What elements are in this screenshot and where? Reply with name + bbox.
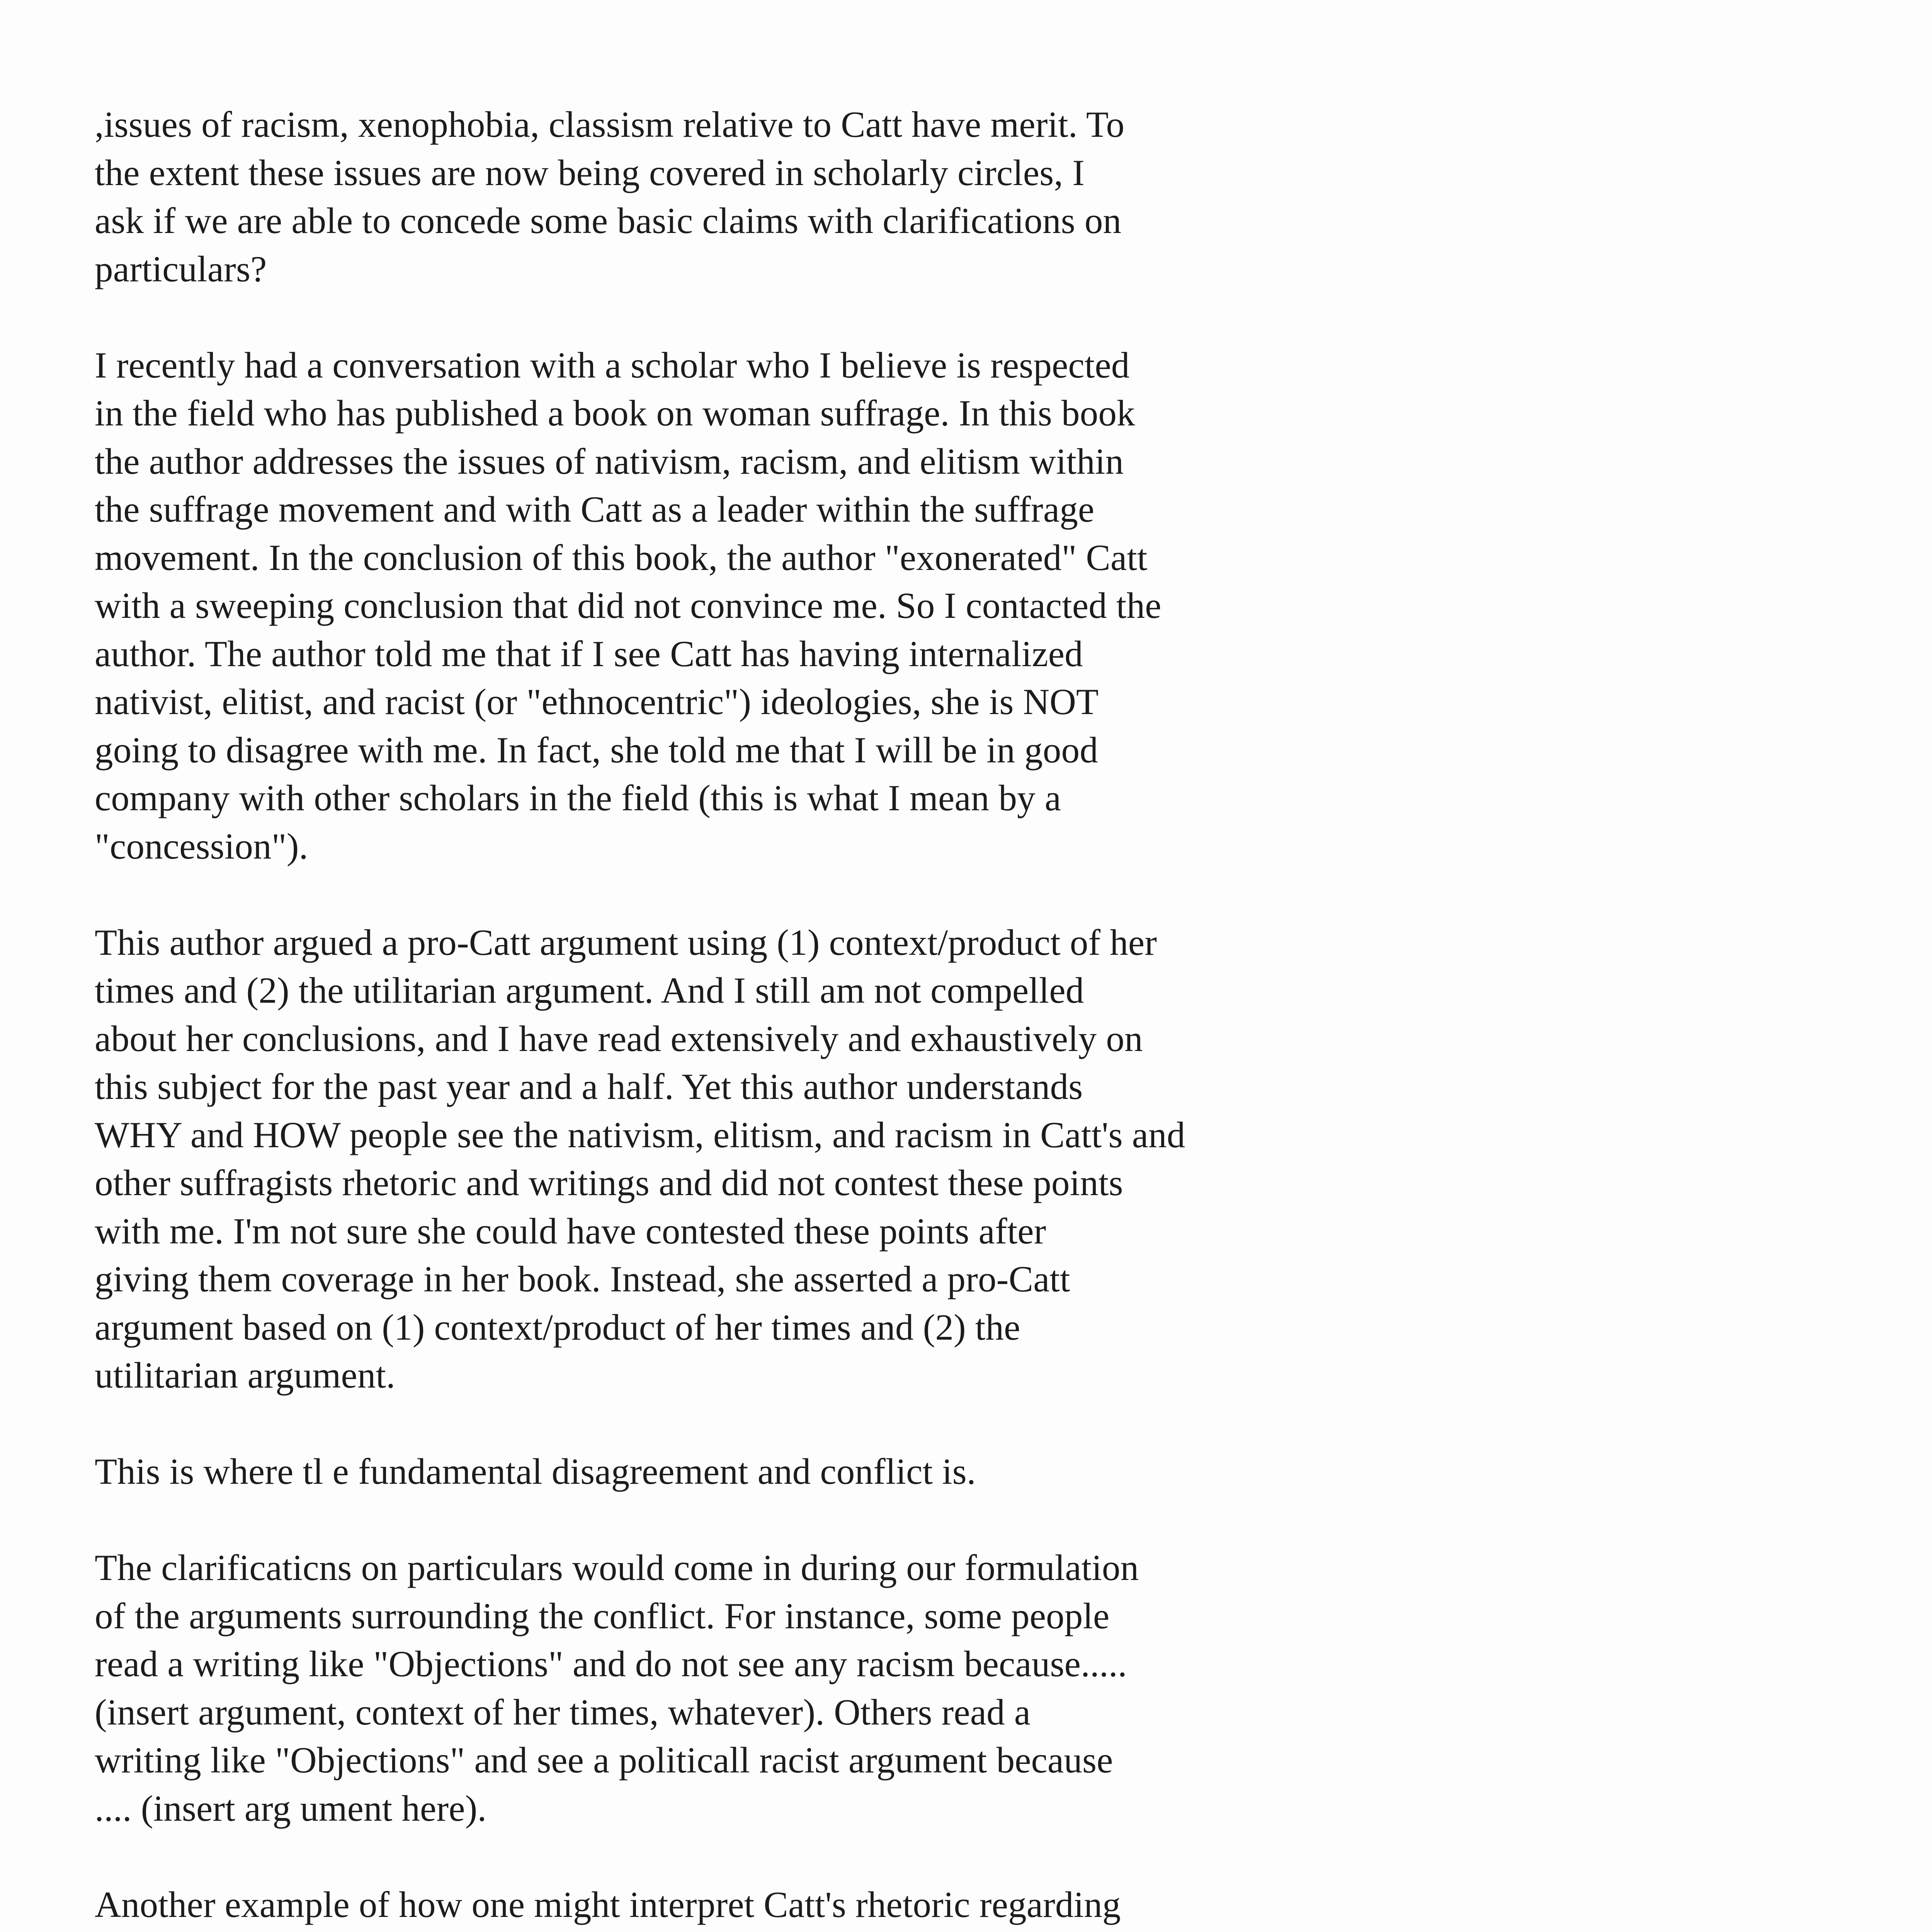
letter-body: [95, 100, 1293, 1932]
text-line: particulars?: [95, 248, 267, 289]
text-line: This is where tl e fundamental disagreement and conflict is.: [95, 1451, 976, 1492]
text-line: (insert argument, context of her times, whatever). Others read a: [95, 1691, 1031, 1733]
text-line: .... (insert arg ument here).: [95, 1787, 487, 1829]
text-line: with a sweeping conclusion that did not convince me. So I contacted the: [95, 585, 1162, 626]
paragraph-1: [95, 100, 1293, 293]
text-line: ,issues of racism, xenophobia, classism relative to Catt have merit. To: [95, 104, 1125, 145]
text-line: writing like "Objections" and see a politicall racist argument because: [95, 1740, 1113, 1781]
text-line: with me. I'm not sure she could have contested these points after: [95, 1210, 1046, 1252]
text-line: going to disagree with me. In fact, she told me that I will be in good: [95, 729, 1098, 770]
paragraph-4: [95, 1447, 1293, 1496]
text-line: "concession").: [95, 825, 308, 867]
paragraph-2: [95, 341, 1293, 871]
text-line: nativist, elitist, and racist (or "ethnocentric") ideologies, she is NOT: [95, 681, 1099, 722]
text-line: argument based on (1) context/product of her times and (2) the: [95, 1306, 1020, 1348]
text-line: Another example of how one might interpret Catt's rhetoric regarding: [95, 1884, 1121, 1925]
text-line: This author argued a pro-Catt argument using (1) context/product of her: [95, 922, 1157, 963]
text-line: of the arguments surrounding the conflict. For instance, some people: [95, 1595, 1110, 1636]
text-line: times and (2) the utilitarian argument. And I still am not compelled: [95, 970, 1084, 1011]
text-line: ask if we are able to concede some basic claims with clarifications on: [95, 200, 1122, 241]
text-line: I recently had a conversation with a scholar who I believe is respected: [95, 344, 1130, 386]
text-line: company with other scholars in the field (this is what I mean by a: [95, 777, 1061, 818]
paragraph-5: [95, 1544, 1293, 1832]
text-line: the author addresses the issues of nativism, racism, and elitism within: [95, 440, 1124, 482]
text-line: other suffragists rhetoric and writings and did not contest these points: [95, 1162, 1123, 1203]
text-line: [95, 1929, 1293, 1932]
text-line: The clarificaticns on particulars would come in during our formulation: [95, 1547, 1139, 1588]
text-line: read a writing like "Objections" and do not see any racism because.....: [95, 1643, 1127, 1684]
text-line: author. The author told me that if I see Catt has having internalized: [95, 633, 1083, 674]
text-line: this subject for the past year and a half. Yet this author understands: [95, 1066, 1083, 1107]
paragraph-6: [95, 1881, 1293, 1932]
text-line: about her conclusions, and I have read extensively and exhaustively on: [95, 1018, 1143, 1059]
text-line: the extent these issues are now being covered in scholarly circles, I: [95, 152, 1085, 193]
paragraph-3: [95, 918, 1293, 1400]
text-line: giving them coverage in her book. Instead, she asserted a pro-Catt: [95, 1259, 1070, 1299]
text-line: WHY and HOW people see the nativism, elitism, and racism in Catt's and: [95, 1114, 1185, 1155]
text-line: utilitarian argument.: [95, 1355, 396, 1396]
text-line: movement. In the conclusion of this book, the author "exonerated" Catt: [95, 537, 1148, 578]
text-line: the suffrage movement and with Catt as a leader within the suffrage: [95, 489, 1095, 530]
text-line: in the field who has published a book on woman suffrage. In this book: [95, 393, 1135, 434]
